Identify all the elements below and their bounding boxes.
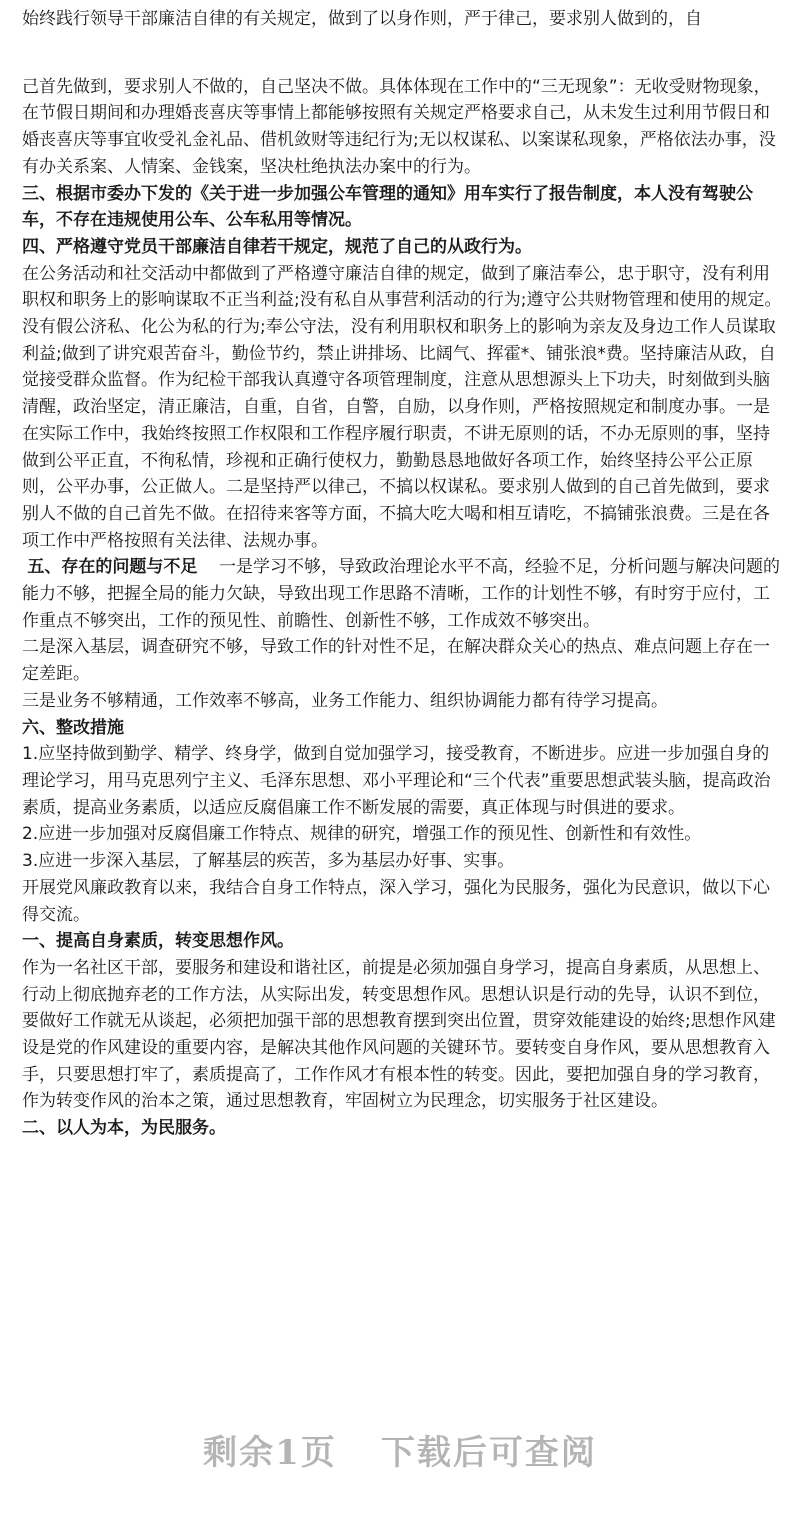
measure-1: 1.应坚持做到勤学、精学、终身学，做到自觉加强学习，接受教育，不断进步。应进一步加强自身的理论学习，用马克思列宁主义、毛泽东思想、邓小平理论和“三个代表”重要思想武装头脑，提高政治素质，提高业务素质，以适应反腐倡廉工作不断发展的需要，真正体现与时俱进的要求。 (22, 744, 771, 818)
heading-section-3: 三、根据市委办下发的《关于进一步加强公车管理的通知》用车实行了报告制度，本人没有驾驶公车，不存在违规使用公车、公车私用等情况。 (22, 183, 753, 231)
remaining-pages-label: 剩余1页 (203, 1433, 337, 1473)
page-gap (22, 33, 782, 74)
heading-section-5: 五、存在的问题与不足 (27, 557, 198, 578)
problem-3: 三是业务不够精通，工作效率不够高，业务工作能力、组织协调能力都有待学习提高。 (22, 690, 668, 711)
remaining-pages-banner[interactable] (0, 1425, 800, 1474)
paragraph-part-1: 作为一名社区干部，要服务和建设和谐社区，前提是必须加强自身学习，提高自身素质，从思想上、行动上彻底抛弃老的工作方法，从实际出发，转变思想作风。思想认识是行动的先导，认识不到位，要做好工作就无从谈起，必须把加强干部的思想教育摆到突出位置，贯穿效能建设的始终;思想作风建设是党的作风建设的重要内容，是解决其他作风问题的关键环节。要转变自身作风，要从思想教育入手，只要思想打牢了，素质提高了，工作作风才有根本性的转变。因此，要把加强自身的学习教育，作为转变作风的治本之策，通过思想教育，牢固树立为民理念，切实服务于社区建设。 (22, 957, 776, 1112)
document-body (22, 6, 782, 1142)
measure-3: 3.应进一步深入基层，了解基层的疾苦，多为基层办好事、实事。 (22, 851, 515, 872)
paragraph-intro: 始终践行领导干部廉洁自律的有关规定，做到了以身作则，严于律己，要求别人做到的，自 (22, 9, 702, 29)
paragraph-three-no: 己首先做到，要求别人不做的，自己坚决不做。具体体现在工作中的“三无现象”：无收受财物现象，在节假日期间和办理婚丧喜庆等事情上都能够按照有关规定严格要求自己，从未发生过利用节假日和婚丧喜庆等事宜收受礼金礼品、借机敛财等违纪行为;无以权谋私、以案谋私现象，严格依法办事，没有办关系案、人情案、金钱案，坚决杜绝执法办案中的行为。 (22, 76, 776, 177)
heading-part-1: 一、提高自身素质，转变思想作风。 (22, 931, 294, 952)
paragraph-section-4: 在公务活动和社交活动中都做到了严格遵守廉洁自律的规定，做到了廉洁奉公，忠于职守，没有利用职权和职务上的影响谋取不正当利益;没有私自从事营利活动的行为;遵守公共财物管理和使用的规定。没有假公济私、化公为私的行为;奉公守法，没有利用职权和职务上的影响为亲友及身边工作人员谋取利益;做到了讲究艰苦奋斗，勤俭节约，禁止讲排场、比阔气、挥霍*、铺张浪*费。坚持廉洁从政，自觉接受群众监督。作为纪检干部我认真遵守各项管理制度，注意从思想源头上下功夫，时刻做到头脑清醒，政治坚定，清正廉洁，自重，自省，自警，自励，以身作则，严格按照规定和制度办事。一是在实际工作中，我始终按照工作权限和工作程序履行职责，不讲无原则的话，不办无原则的事，坚持做到公平正直，不徇私情，珍视和正确行使权力，勤勤恳恳地做好各项工作，始终坚持公平公正原则，公平办事，公正做人。二是坚持严以律己，不搞以权谋私。要求别人做到的自己首先做到，要求别人不做的自己首先不做。在招待来客等方面，不搞大吃大喝和相互请吃，不搞铺张浪费。三是在各项工作中严格按照有关法律、法规办事。 (22, 263, 782, 551)
heading-section-6: 六、整改措施 (22, 717, 124, 738)
problem-1: 一是学习不够，导致政治理论水平不高，经验不足，分析问题与解决问题的能力不够，把握全局的能力欠缺，导致出现工作思路不清晰，工作的计划性不够，有时穷于应付，工作重点不够突出，工作的预见性、前瞻性、创新性不够，工作成效不够突出。 (22, 557, 781, 631)
paragraph-exchange-intro: 开展党风廉政教育以来，我结合自身工作特点，深入学习，强化为民服务，强化为民意识，做以下心得交流。 (22, 877, 770, 925)
measure-2: 2.应进一步加强对反腐倡廉工作特点、规律的研究，增强工作的预见性、创新性和有效性。 (22, 824, 702, 845)
heading-section-4: 四、严格遵守党员干部廉洁自律若干规定，规范了自己的从政行为。 (22, 236, 532, 257)
download-hint-label: 下载后可查阅 (380, 1433, 597, 1473)
problem-2: 二是深入基层，调查研究不够，导致工作的针对性不足，在解决群众关心的热点、难点问题上存在一定差距。 (22, 637, 770, 685)
paragraph-section-5 (22, 554, 782, 634)
heading-part-2: 二、以人为本，为民服务。 (22, 1118, 226, 1139)
